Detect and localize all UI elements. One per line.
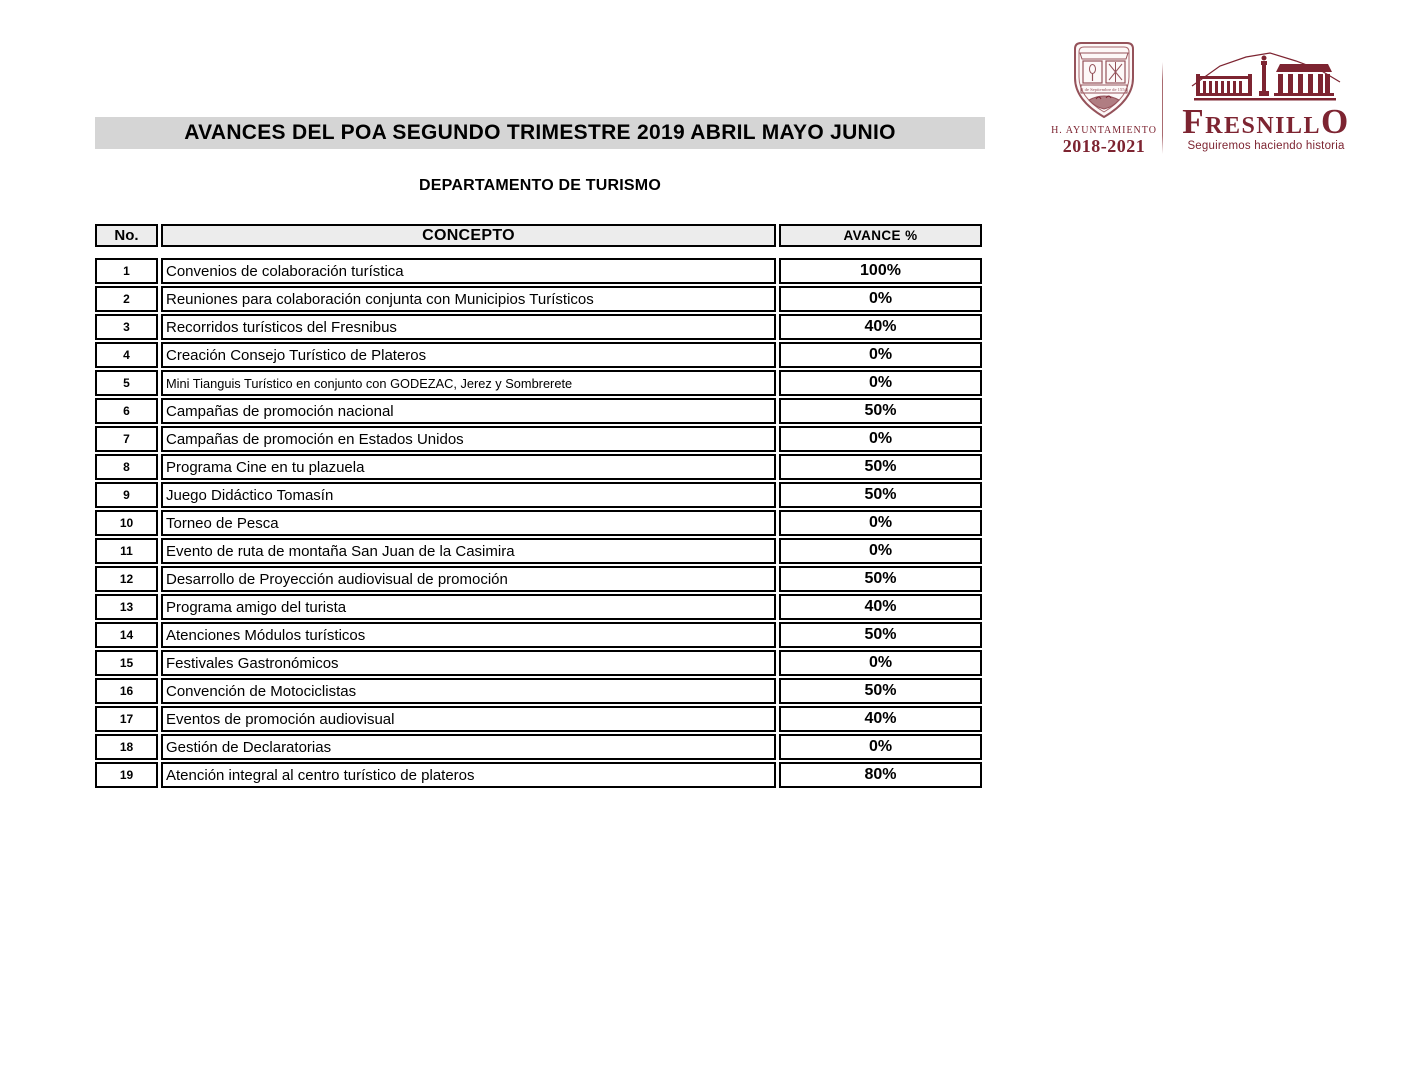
logo-divider (1162, 62, 1163, 154)
department-subtitle: DEPARTAMENTO DE TURISMO (419, 177, 661, 194)
concept-cell: Eventos de promoción audiovisual (161, 706, 776, 732)
concept-cell: Torneo de Pesca (161, 510, 776, 536)
concept-cell: Reuniones para colaboración conjunta con Municipios Turísticos (161, 286, 776, 312)
crest-period: 2018-2021 (1062, 136, 1146, 156)
document-title: AVANCES DEL POA SEGUNDO TRIMESTRE 2019 ABRIL MAYO JUNIO (184, 121, 896, 144)
fresnillo-wordmark (1182, 104, 1350, 139)
progress-cell: 0% (779, 342, 982, 368)
concept-cell: Campañas de promoción en Estados Unidos (161, 426, 776, 452)
row-number-cell: 1 (95, 258, 158, 284)
concept-cell: Campañas de promoción nacional (161, 398, 776, 424)
progress-cell: 100% (779, 258, 982, 284)
progress-cell: 80% (779, 762, 982, 788)
progress-table-body (95, 258, 982, 788)
header-cell-no: No. (95, 224, 158, 247)
row-number-cell: 16 (95, 678, 158, 704)
progress-cell: 0% (779, 370, 982, 396)
municipal-crest-icon (1066, 40, 1142, 122)
concept-cell: Atención integral al centro turístico de plateros (161, 762, 776, 788)
concept-cell: Convenios de colaboración turística (161, 258, 776, 284)
row-number-cell: 3 (95, 314, 158, 340)
concept-cell: Festivales Gastronómicos (161, 650, 776, 676)
progress-cell: 50% (779, 482, 982, 508)
concept-cell: Programa Cine en tu plazuela (161, 454, 776, 480)
concept-cell: Recorridos turísticos del Fresnibus (161, 314, 776, 340)
row-number-cell: 13 (95, 594, 158, 620)
progress-cell: 50% (779, 678, 982, 704)
row-number-cell: 15 (95, 650, 158, 676)
concept-cell: Juego Didáctico Tomasín (161, 482, 776, 508)
concept-cell: Gestión de Declaratorias (161, 734, 776, 760)
table-header-row (95, 224, 982, 247)
row-number-cell: 7 (95, 426, 158, 452)
concept-cell: Desarrollo de Proyección audiovisual de promoción (161, 566, 776, 592)
fresnillo-monument-icon (1190, 50, 1342, 106)
progress-cell: 50% (779, 566, 982, 592)
concept-cell: Creación Consejo Turístico de Plateros (161, 342, 776, 368)
progress-cell: 40% (779, 314, 982, 340)
row-number-cell: 14 (95, 622, 158, 648)
crest-band-text: 2 de Septiembre de 1554 (1081, 87, 1127, 92)
wordmark-middle: RESNILL (1205, 113, 1322, 139)
row-number-cell: 2 (95, 286, 158, 312)
document-title-bar (95, 117, 985, 149)
progress-cell: 50% (779, 454, 982, 480)
wordmark-final: O (1321, 102, 1350, 141)
progress-cell: 40% (779, 594, 982, 620)
concept-cell: Evento de ruta de montaña San Juan de la Casimira (161, 538, 776, 564)
row-number-cell: 8 (95, 454, 158, 480)
progress-cell: 0% (779, 426, 982, 452)
progress-cell: 0% (779, 734, 982, 760)
row-number-cell: 11 (95, 538, 158, 564)
municipal-crest-block (1052, 40, 1156, 155)
concept-cell: Programa amigo del turista (161, 594, 776, 620)
crest-caption: H. AYUNTAMIENTO (1051, 125, 1157, 136)
row-number-cell: 4 (95, 342, 158, 368)
concept-cell: Mini Tianguis Turístico en conjunto con GODEZAC, Jerez y Sombrerete (161, 370, 776, 396)
progress-cell: 0% (779, 650, 982, 676)
progress-cell: 50% (779, 622, 982, 648)
row-number-cell: 9 (95, 482, 158, 508)
fresnillo-tagline: Seguiremos haciendo historia (1187, 140, 1345, 152)
progress-cell: 0% (779, 538, 982, 564)
row-number-cell: 10 (95, 510, 158, 536)
row-number-cell: 5 (95, 370, 158, 396)
wordmark-initial: F (1182, 102, 1206, 141)
concept-cell: Atenciones Módulos turísticos (161, 622, 776, 648)
row-number-cell: 19 (95, 762, 158, 788)
progress-cell: 50% (779, 398, 982, 424)
progress-cell: 0% (779, 510, 982, 536)
row-number-cell: 6 (95, 398, 158, 424)
header-cell-avance: AVANCE % (779, 224, 982, 247)
fresnillo-logo-block (1178, 50, 1354, 152)
concept-cell: Convención de Motociclistas (161, 678, 776, 704)
row-number-cell: 17 (95, 706, 158, 732)
progress-cell: 0% (779, 286, 982, 312)
header-cell-concepto: CONCEPTO (161, 224, 776, 247)
row-number-cell: 18 (95, 734, 158, 760)
row-number-cell: 12 (95, 566, 158, 592)
progress-cell: 40% (779, 706, 982, 732)
